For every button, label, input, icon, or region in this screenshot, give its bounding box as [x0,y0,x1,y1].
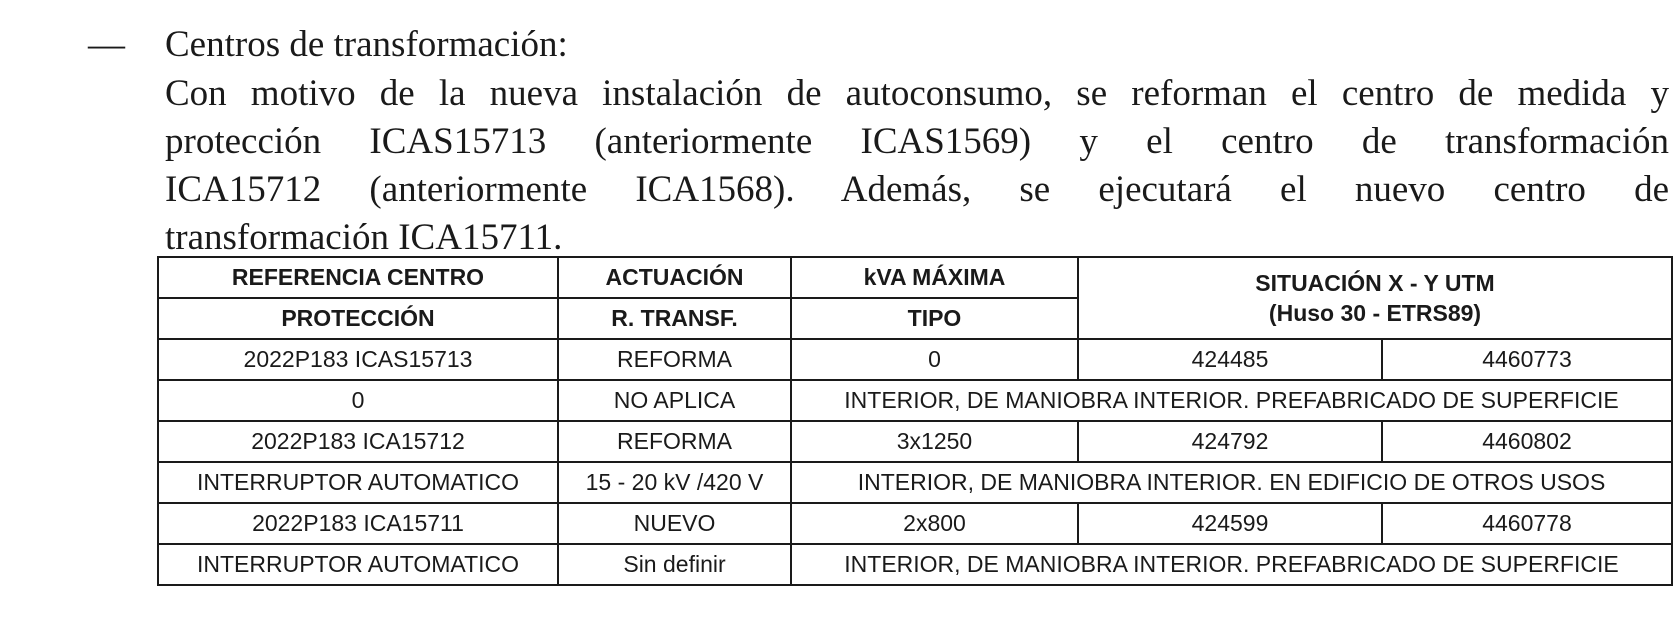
table-row [158,503,1672,544]
cell-referencia: 2022P183 ICA15712 [158,421,558,462]
cell-utm-y: 4460773 [1382,339,1672,380]
cell-referencia: 2022P183 ICA15711 [158,503,558,544]
table-row [158,339,1672,380]
bullet-dash: — [88,24,125,65]
description-paragraph [165,70,1669,262]
cell-utm-x: 424792 [1078,421,1382,462]
cell-tipo: INTERIOR, DE MANIOBRA INTERIOR. PREFABRICADO DE SUPERFICIE [791,380,1672,421]
section-heading: Centros de transformación: [165,24,568,65]
cell-actuacion: REFORMA [558,339,791,380]
header-situacion-utm [1078,257,1672,339]
table-row [158,380,1672,421]
header-proteccion: PROTECCIÓN [158,298,558,339]
header-situacion-line1: SITUACIÓN X - Y UTM [1255,270,1495,296]
transformation-centers-table [157,256,1673,586]
cell-kva: 2x800 [791,503,1078,544]
header-referencia-centro: REFERENCIA CENTRO [158,257,558,298]
paragraph-line: protección ICAS15713 (anteriormente ICAS1569) y el centro de transformación [165,121,1669,162]
cell-tipo: INTERIOR, DE MANIOBRA INTERIOR. PREFABRICADO DE SUPERFICIE [791,544,1672,585]
cell-referencia: 2022P183 ICAS15713 [158,339,558,380]
cell-kva: 3x1250 [791,421,1078,462]
table-row [158,421,1672,462]
cell-kva: 0 [791,339,1078,380]
cell-tipo: INTERIOR, DE MANIOBRA INTERIOR. EN EDIFICIO DE OTROS USOS [791,462,1672,503]
paragraph-line: Con motivo de la nueva instalación de autoconsumo, se reforman el centro de medida y [165,73,1669,114]
cell-r-transf: 15 - 20 kV /420 V [558,462,791,503]
header-row-1 [158,257,1672,298]
cell-proteccion: 0 [158,380,558,421]
paragraph-line: ICA15712 (anteriormente ICA1568). Además, se ejecutará el nuevo centro de [165,169,1669,210]
header-tipo: TIPO [791,298,1078,339]
cell-utm-y: 4460802 [1382,421,1672,462]
cell-utm-x: 424599 [1078,503,1382,544]
table-row [158,544,1672,585]
cell-utm-y: 4460778 [1382,503,1672,544]
header-r-transf: R. TRANSF. [558,298,791,339]
cell-r-transf: NO APLICA [558,380,791,421]
header-kva-maxima: kVA MÁXIMA [791,257,1078,298]
header-situacion-line2: (Huso 30 - ETRS89) [1268,300,1482,326]
cell-r-transf: Sin definir [558,544,791,585]
cell-proteccion: INTERRUPTOR AUTOMATICO [158,462,558,503]
cell-utm-x: 424485 [1078,339,1382,380]
cell-actuacion: REFORMA [558,421,791,462]
paragraph-line: transformación ICA15711. [165,217,563,258]
table-row [158,462,1672,503]
header-actuacion: ACTUACIÓN [558,257,791,298]
cell-actuacion: NUEVO [558,503,791,544]
cell-proteccion: INTERRUPTOR AUTOMATICO [158,544,558,585]
